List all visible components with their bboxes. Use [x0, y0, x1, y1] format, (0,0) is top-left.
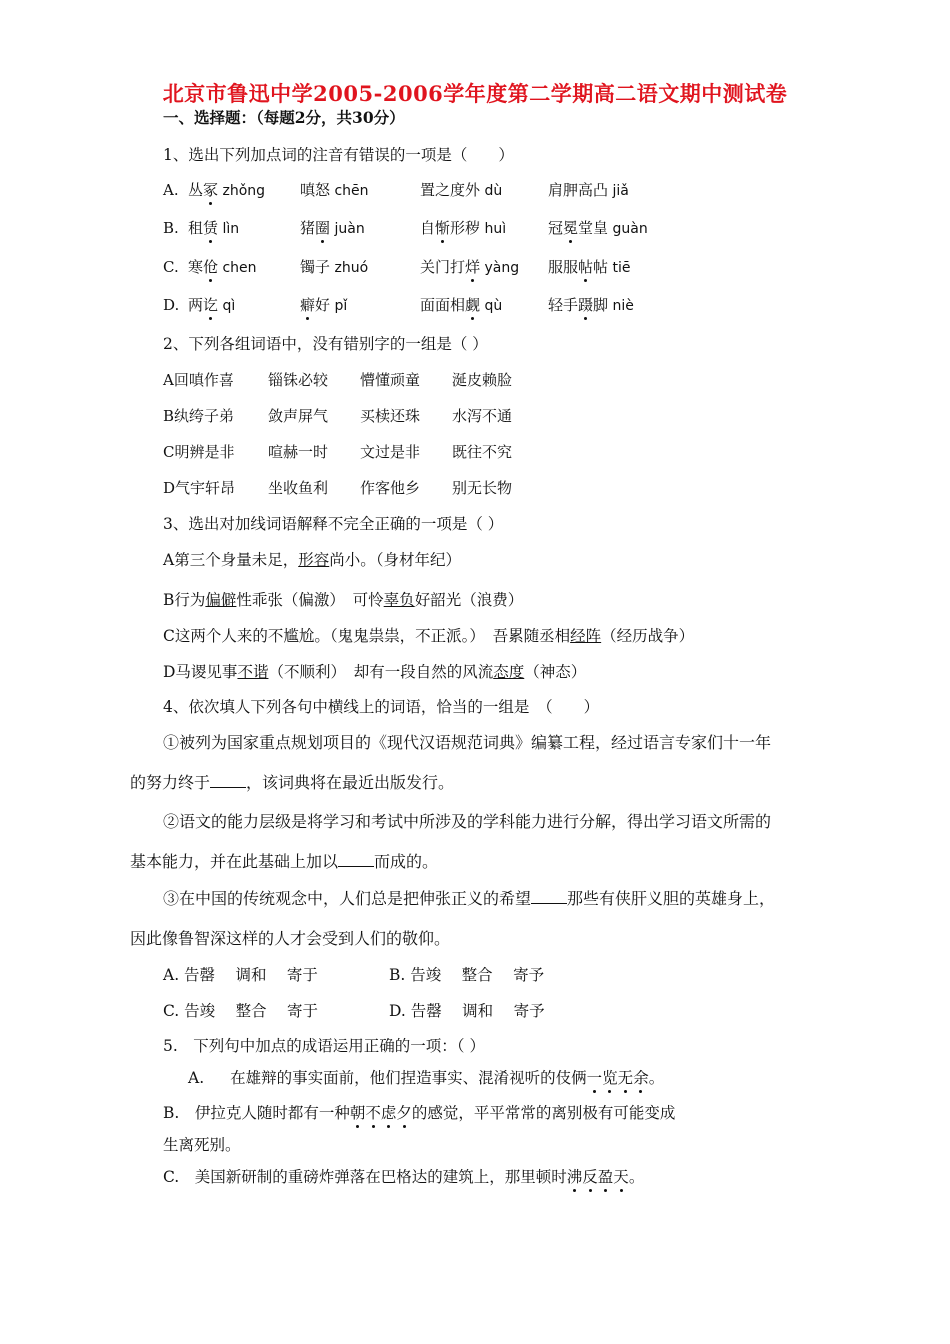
- text: 那些有侠肝义胆的英雄身上，: [567, 889, 776, 908]
- word-group-term: 锱铢必较: [268, 371, 329, 389]
- dotted-char: 不: [365, 1104, 381, 1122]
- term-text: 堂皇: [578, 219, 609, 237]
- pinyin: yàng: [480, 260, 520, 276]
- question-5-option-b-cont: 生离死别。: [163, 1136, 241, 1154]
- option-label: B.: [163, 219, 179, 237]
- text: 的努力终于: [130, 773, 211, 792]
- fill-blank: [531, 889, 567, 904]
- text: 的感觉，平平常常的离别极有可能变成: [411, 1104, 676, 1122]
- term-text: 租: [188, 219, 204, 237]
- pinyin: dù: [480, 183, 503, 199]
- question-4-sentence-1-cont: [130, 773, 454, 793]
- underlined-term: 不谐: [237, 663, 269, 681]
- pinyin: lìn: [218, 221, 240, 237]
- dotted-char: 惭: [435, 219, 451, 237]
- term-text: 肩胛高: [548, 181, 594, 199]
- option-term: [548, 180, 629, 201]
- page-title: 北京市鲁迅中学2005-2006学年度第二学期高二语文期中测试卷: [162, 81, 788, 106]
- text: 好韶光（浪费）: [414, 591, 524, 609]
- dotted-char: 朝: [349, 1104, 366, 1122]
- dotted-char: 蹑: [578, 296, 594, 314]
- dotted-idiom: [350, 1104, 412, 1122]
- option-label: A.: [188, 1069, 205, 1087]
- dotted-idiom: [587, 1069, 649, 1087]
- term-text: 脚: [593, 296, 609, 314]
- question-5-stem: 5. 下列句中加点的成语运用正确的一项：（ ）: [163, 1037, 485, 1055]
- text: 。: [648, 1069, 665, 1087]
- option-term: [548, 218, 648, 239]
- dotted-char: 览: [602, 1069, 618, 1087]
- word-group-term: 喧赫一时: [268, 443, 329, 461]
- word-group-term: 作客他乡: [360, 479, 421, 497]
- question-4-sentence-1: ①被列为国家重点规划项目的《现代汉语规范词典》编纂工程，经过语言专家们十一年: [163, 733, 772, 752]
- pinyin: zhǒng: [218, 183, 266, 199]
- text: D马谡见事: [163, 663, 238, 681]
- pinyin: niè: [608, 298, 634, 314]
- text: B. 伊拉克人随时都有一种: [163, 1104, 350, 1122]
- dotted-char: 圈: [315, 219, 331, 237]
- text: B行为: [163, 591, 206, 609]
- option-term: [188, 295, 235, 316]
- question-3-option-c: [163, 626, 694, 646]
- question-4-sentence-3: [163, 889, 775, 909]
- text: ，该词典将在最近出版发行。: [246, 773, 455, 792]
- option-term: [420, 295, 502, 316]
- dotted-char: 癖: [300, 296, 316, 314]
- dotted-char: 冕: [563, 219, 579, 237]
- fill-blank: [338, 852, 374, 867]
- question-4-option-d: D. 告罄 调和 寄予: [389, 1002, 545, 1020]
- underlined-term: 偏僻: [205, 591, 237, 609]
- dotted-char: 觑: [465, 296, 481, 314]
- pinyin: pǐ: [330, 298, 348, 314]
- word-group-term: 买椟还珠: [360, 407, 421, 425]
- word-group-term: 敛声屏气: [268, 407, 329, 425]
- word-group-term: A回嗔作喜: [163, 371, 234, 389]
- dotted-char: 讫: [203, 296, 219, 314]
- question-3-option-b: [163, 590, 523, 610]
- pinyin: jiǎ: [608, 183, 629, 199]
- dotted-char: 烊: [465, 258, 481, 276]
- word-group-term: C明辨是非: [163, 443, 235, 461]
- text: 基本能力，并在此基础上加以: [130, 852, 339, 871]
- term-text: 丛: [188, 181, 204, 199]
- text: A第三个身量未足，: [163, 551, 299, 569]
- question-5-option-c: [163, 1167, 644, 1187]
- word-group-term: 别无长物: [452, 479, 513, 497]
- text: （经历战争）: [601, 627, 695, 645]
- pinyin: chēn: [330, 183, 369, 199]
- text: 在雄辩的事实面前，他们捏造事实、混淆视听的伎俩: [230, 1069, 587, 1087]
- text: （不顺利） 却有一段自然的风流: [268, 663, 494, 681]
- option-term: [188, 218, 239, 239]
- word-group-term: 坐收鱼利: [268, 479, 329, 497]
- option-term: [420, 180, 502, 201]
- underlined-term: 辜负: [383, 591, 415, 609]
- option-term: [300, 180, 369, 201]
- question-1-stem: 1、选出下列加点词的注音有错误的一项是（ ）: [163, 146, 514, 164]
- pinyin: qù: [480, 298, 503, 314]
- option-term: [300, 257, 368, 278]
- pinyin: qì: [218, 298, 236, 314]
- question-5-option-a: [188, 1068, 664, 1088]
- question-4-option-c: C. 告竣 整合 寄于: [163, 1002, 319, 1020]
- text: （神态）: [524, 663, 587, 681]
- dotted-char: 沸: [566, 1168, 583, 1186]
- question-3-option-d: [163, 662, 586, 682]
- question-3-option-a: [163, 550, 461, 570]
- pinyin: huì: [480, 221, 507, 237]
- dotted-char: 虑: [380, 1104, 397, 1122]
- word-group-term: 涎皮赖脸: [452, 371, 513, 389]
- term-text: 置之度: [420, 181, 466, 199]
- word-group-term: 水泻不通: [452, 407, 513, 425]
- term-text: 轻手: [548, 296, 579, 314]
- text: 尚小。（身材年纪）: [329, 551, 461, 569]
- question-5-option-b: [163, 1103, 675, 1123]
- term-text: 面面相: [420, 296, 466, 314]
- pinyin: chen: [218, 260, 257, 276]
- question-4-option-b: B. 告竣 整合 寄予: [389, 966, 545, 984]
- option-term: [420, 218, 506, 239]
- question-4-sentence-2-cont: [130, 852, 438, 872]
- underlined-term: 态度: [493, 663, 525, 681]
- dotted-char: 帖: [578, 258, 594, 276]
- dotted-char: 盈: [597, 1168, 614, 1186]
- dotted-char: 冢: [203, 181, 219, 199]
- question-4-sentence-2: ②语文的能力层级是将学习和考试中所涉及的学科能力进行分解，得出学习语文所需的: [163, 812, 772, 831]
- dotted-char: 一: [586, 1069, 603, 1087]
- pinyin: tiē: [608, 260, 631, 276]
- term-text: 猪: [300, 219, 316, 237]
- option-term: [188, 180, 265, 201]
- question-2-stem: 2、下列各组词语中，没有错别字的一组是（ ）: [163, 335, 488, 353]
- term-text: 好: [315, 296, 331, 314]
- term-text: 镯: [300, 258, 316, 276]
- text: C. 美国新研制的重磅炸弹落在巴格达的建筑上，那里顿时: [163, 1168, 567, 1186]
- term-text: 外: [465, 181, 481, 199]
- term-text: 凸: [593, 181, 609, 199]
- option-term: [188, 257, 257, 278]
- term-text: 两: [188, 296, 204, 314]
- term-text: 冠: [548, 219, 564, 237]
- term-text: 形秽: [450, 219, 481, 237]
- term-text: 服服: [548, 258, 579, 276]
- option-label: C.: [163, 258, 179, 276]
- option-label: A.: [163, 181, 179, 199]
- term-text: 帖: [593, 258, 609, 276]
- term-text: 关门打: [420, 258, 466, 276]
- term-text: 自: [420, 219, 436, 237]
- question-4-option-a: A. 告罄 调和 寄于: [163, 966, 318, 984]
- text: 性乖张（偏激） 可怜: [236, 591, 384, 609]
- term-text: 寒: [188, 258, 204, 276]
- dotted-char: 夕: [396, 1104, 412, 1122]
- question-4-stem: 4、依次填人下列各句中横线上的词语，恰当的一组是 （ ）: [163, 698, 600, 716]
- option-term: [548, 295, 634, 316]
- underlined-term: 形容: [298, 551, 330, 569]
- underlined-term: 经阵: [570, 627, 602, 645]
- fill-blank: [210, 773, 246, 788]
- dotted-char: 余: [633, 1069, 649, 1087]
- term-text: 子: [315, 258, 331, 276]
- question-3-stem: 3、选出对加线词语解释不完全正确的一项是（ ）: [163, 515, 504, 533]
- dotted-char: 无: [617, 1069, 634, 1087]
- pinyin: zhuó: [330, 260, 369, 276]
- section-heading: 一、选择题：（每题2分，共30分）: [163, 108, 405, 127]
- option-term: [300, 295, 347, 316]
- pinyin: juàn: [330, 221, 365, 237]
- option-term: [420, 257, 519, 278]
- text: ③在中国的传统观念中，人们总是把伸张正义的希望: [163, 889, 532, 908]
- question-4-sentence-3-cont: 因此像鲁智深这样的人才会受到人们的敬仰。: [130, 929, 451, 948]
- option-label: D.: [163, 296, 180, 314]
- pinyin: guàn: [608, 221, 648, 237]
- text: 。: [628, 1168, 645, 1186]
- term-text: 嗔: [300, 181, 316, 199]
- option-term: [548, 257, 631, 278]
- text: 而成的。: [374, 852, 439, 871]
- word-group-term: 既往不究: [452, 443, 513, 461]
- option-term: [300, 218, 365, 239]
- dotted-char: 赁: [203, 219, 219, 237]
- dotted-idiom: [567, 1168, 629, 1186]
- dotted-char: 天: [613, 1168, 629, 1186]
- text: C这两个人来的不尴尬。（鬼鬼祟祟，不正派。） 吾累随丞相: [163, 627, 571, 645]
- word-group-term: D气宇轩昂: [163, 479, 236, 497]
- word-group-term: 懵懂顽童: [360, 371, 421, 389]
- dotted-char: 伧: [203, 258, 219, 276]
- word-group-term: 文过是非: [360, 443, 421, 461]
- dotted-char: 反: [582, 1168, 598, 1186]
- term-text: 怒: [315, 181, 331, 199]
- word-group-term: B纨绔子弟: [163, 407, 235, 425]
